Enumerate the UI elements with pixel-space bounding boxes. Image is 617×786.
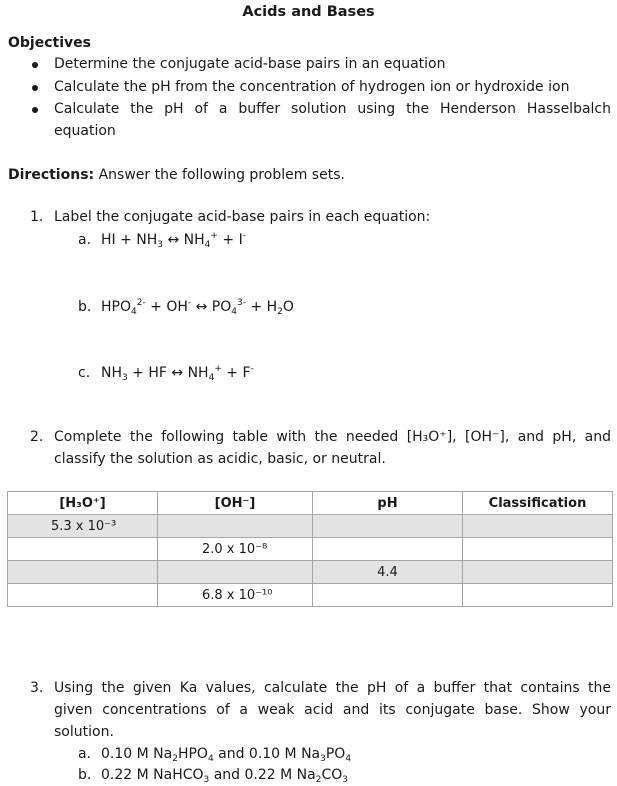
problem-2-number: 2. bbox=[30, 429, 44, 445]
problem-2-text-line-2: classify the solution as acidic, basic, or neutral. bbox=[54, 451, 386, 467]
problem-3a-label: a. bbox=[78, 746, 92, 762]
problem-1c-label: c. bbox=[78, 365, 91, 381]
equation-a: HI + $NH_3$ ↔ $NH_4^+ + I^-$ bbox=[101, 231, 246, 250]
bullet-icon bbox=[32, 85, 38, 91]
problem-1-number: 1. bbox=[30, 209, 44, 225]
objective-item-continuation: equation bbox=[54, 123, 116, 139]
table-cell: 2.0 x 10⁻⁸ bbox=[158, 538, 313, 561]
table-row bbox=[8, 538, 613, 561]
table-cell bbox=[313, 584, 463, 607]
column-header: pH bbox=[313, 492, 463, 515]
table-cell bbox=[463, 584, 613, 607]
column-header: [H₃O⁺] bbox=[8, 492, 158, 515]
objective-item: Determine the conjugate acid-base pairs in an equation bbox=[54, 56, 446, 72]
table-cell: 4.4 bbox=[313, 561, 463, 584]
table-cell bbox=[313, 538, 463, 561]
column-header: Classification bbox=[463, 492, 613, 515]
directions-text: Answer the following problem sets. bbox=[98, 167, 345, 183]
table-cell bbox=[463, 561, 613, 584]
bullet-icon bbox=[32, 107, 38, 113]
problem-1a-label: a. bbox=[78, 232, 92, 248]
bullet-icon bbox=[32, 62, 38, 68]
table-cell bbox=[158, 561, 313, 584]
table-cell bbox=[8, 561, 158, 584]
table-row bbox=[8, 561, 613, 584]
table-cell bbox=[463, 515, 613, 538]
data-table bbox=[7, 491, 613, 607]
objective-item: Calculate the pH of a buffer solution using the Henderson Hasselbalch bbox=[54, 101, 611, 117]
problem-3b-label: b. bbox=[78, 767, 92, 783]
buffer-a: 0.10 M $Na_2HPO_4$ and 0.10 M $Na_3PO_4$ bbox=[101, 746, 352, 764]
table-cell bbox=[8, 538, 158, 561]
directions bbox=[8, 167, 345, 183]
table-cell bbox=[8, 584, 158, 607]
equation-c: $NH_3$ + HF ↔ $NH_4^+ + F^-$ bbox=[101, 364, 254, 383]
table-cell: 6.8 x 10⁻¹⁰ bbox=[158, 584, 313, 607]
page-title: Acids and Bases bbox=[242, 4, 375, 20]
table-row bbox=[8, 515, 613, 538]
table-cell bbox=[313, 515, 463, 538]
table-row bbox=[8, 584, 613, 607]
objective-item: Calculate the pH from the concentration of hydrogen ion or hydroxide ion bbox=[54, 79, 570, 95]
problem-1b-label: b. bbox=[78, 299, 92, 315]
problem-3-text-line-2: given concentrations of a weak acid and its conjugate base. Show your bbox=[54, 702, 611, 718]
problem-1-prompt: Label the conjugate acid-base pairs in each equation: bbox=[54, 209, 431, 225]
table-cell bbox=[158, 515, 313, 538]
equation-b: $HPO_4^{2-} + OH^-$ ↔ $PO_4^{3-} + H_2O$ bbox=[101, 298, 294, 317]
objectives-heading: Objectives bbox=[8, 35, 91, 51]
table-header-row bbox=[8, 492, 613, 515]
column-header: [OH⁻] bbox=[158, 492, 313, 515]
problem-3-text-line-1: Using the given Ka values, calculate the pH of a buffer that contains the bbox=[54, 680, 611, 696]
table-cell: 5.3 x 10⁻³ bbox=[8, 515, 158, 538]
buffer-b: 0.22 M NaHCO$_3$ and 0.22 M $Na_2CO_3$ bbox=[101, 767, 348, 785]
directions-label: Directions: bbox=[8, 167, 95, 183]
table-cell bbox=[463, 538, 613, 561]
problem-2-text-line-1: Complete the following table with the needed [H₃O⁺], [OH⁻], and pH, and bbox=[54, 429, 611, 445]
problem-3-number: 3. bbox=[30, 680, 44, 696]
problem-3-text-line-3: solution. bbox=[54, 724, 114, 740]
